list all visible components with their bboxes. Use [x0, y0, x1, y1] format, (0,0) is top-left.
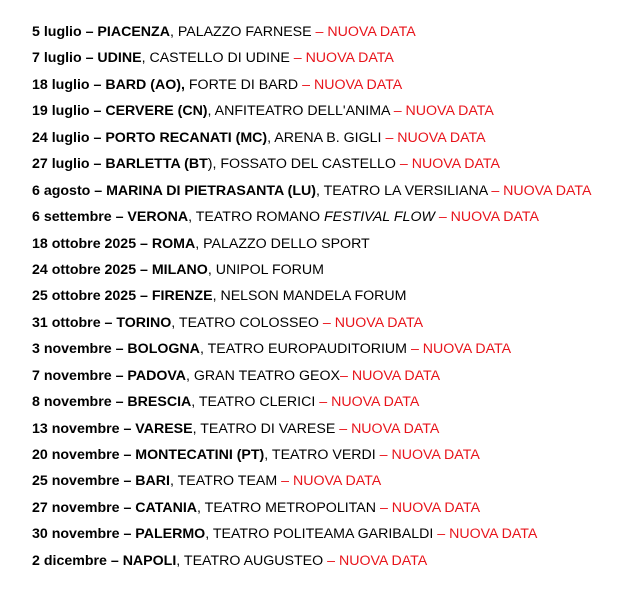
venue: , PALAZZO FARNESE — [169, 24, 316, 40]
tour-date-row — [32, 151, 591, 177]
venue: , UNIPOL FORUM — [207, 261, 324, 278]
new-date-label: – NUOVA DATA — [293, 50, 394, 67]
new-date-label: – NUOVA DATA — [399, 156, 500, 173]
venue: , TEATRO TEAM — [169, 473, 282, 490]
venue: , CASTELLO DI UDINE — [141, 50, 294, 67]
tour-date-row — [32, 257, 591, 283]
new-date-label: – NUOVA DATA — [437, 526, 538, 543]
venue: ), FOSSATO DEL CASTELLO — [207, 156, 400, 173]
new-date-label: – NUOVA DATA — [319, 394, 420, 411]
date-city: 3 novembre – BOLOGNA — [32, 341, 200, 358]
new-date-label: – NUOVA DATA — [410, 341, 512, 358]
new-date-label: – NUOVA DATA — [281, 473, 382, 490]
new-date-label: – NUOVA DATA — [385, 129, 486, 146]
tour-date-row — [32, 231, 591, 257]
date-city: 24 ottobre 2025 – MILANO — [32, 261, 208, 278]
venue: , ARENA B. GIGLI — [267, 129, 386, 146]
venue: , TEATRO POLITEAMA GARIBALDI — [205, 526, 438, 543]
date-city: 24 luglio – PORTO RECANATI (MC) — [32, 129, 268, 146]
date-city: 27 novembre – CATANIA — [32, 499, 198, 516]
tour-date-row — [32, 495, 591, 521]
tour-date-row — [32, 178, 591, 204]
venue: , TEATRO DI VARESE — [192, 420, 340, 437]
venue: , NELSON MANDELA FORUM — [212, 288, 407, 305]
tour-date-row — [32, 363, 591, 389]
date-city: 6 agosto – MARINA DI PIETRASANTA (LU) — [32, 182, 317, 199]
tour-date-row — [32, 416, 591, 442]
date-city: 25 ottobre 2025 – FIRENZE — [32, 288, 213, 305]
new-date-label: – NUOVA DATA — [322, 314, 424, 331]
venue: , PALAZZO DELLO SPORT — [195, 235, 370, 252]
tour-date-row — [32, 389, 591, 415]
new-date-label: – NUOVA DATA — [393, 103, 494, 120]
tour-date-row — [32, 283, 591, 309]
venue: , TEATRO ROMANO — [188, 209, 324, 226]
date-city: 27 luglio – BARLETTA (BT — [32, 156, 208, 173]
tour-date-row — [32, 336, 591, 362]
venue: , ANFITEATRO DELL'ANIMA — [207, 103, 394, 120]
new-date-label: – NUOVA DATA — [315, 24, 416, 40]
tour-date-row — [32, 442, 591, 468]
tour-date-row — [32, 98, 591, 124]
tour-date-row — [32, 72, 591, 98]
venue: , TEATRO EUROPAUDITORIUM — [199, 341, 411, 358]
new-date-label: – NUOVA DATA — [339, 420, 440, 437]
date-city: 20 novembre – MONTECATINI (PT) — [32, 447, 265, 463]
new-date-label: – NUOVA DATA — [340, 367, 441, 384]
new-date-label: – NUOVA DATA — [379, 447, 480, 463]
date-city: 30 novembre – PALERMO — [32, 526, 206, 543]
date-city: 31 ottobre – TORINO — [32, 314, 172, 331]
venue: , TEATRO AUGUSTEO — [176, 552, 328, 569]
tour-date-row — [32, 468, 591, 494]
tour-date-row — [32, 548, 591, 574]
date-city: 8 novembre – BRESCIA — [32, 394, 192, 411]
tour-date-row — [32, 45, 591, 71]
tour-dates-list — [32, 19, 591, 574]
festival-name: FESTIVAL FLOW — [323, 209, 435, 226]
venue: FORTE DI BARD — [184, 76, 303, 93]
date-city: 18 luglio – BARD (AO), — [32, 76, 185, 93]
new-date-label: – NUOVA DATA — [434, 209, 539, 226]
date-city: 19 luglio – CERVERE (CN) — [32, 103, 208, 120]
tour-date-row — [32, 521, 591, 547]
venue: , TEATRO VERDI — [264, 447, 380, 463]
new-date-label: – NUOVA DATA — [491, 182, 592, 199]
tour-date-row — [32, 125, 591, 151]
date-city: 13 novembre – VARESE — [32, 420, 193, 437]
tour-date-row — [32, 310, 591, 336]
date-city: 7 luglio – UDINE — [32, 50, 142, 67]
date-city: 6 settembre – VERONA — [32, 209, 189, 226]
venue: , GRAN TEATRO GEOX — [186, 367, 340, 384]
new-date-label: – NUOVA DATA — [379, 499, 481, 516]
date-city: 18 ottobre 2025 – ROMA — [32, 235, 196, 252]
venue: , TEATRO METROPOLITAN — [197, 499, 380, 516]
venue: , TEATRO COLOSSEO — [171, 314, 323, 331]
date-city: 2 dicembre – NAPOLI — [32, 552, 177, 569]
new-date-label: – NUOVA DATA — [302, 76, 403, 93]
tour-date-row — [32, 204, 591, 230]
date-city: 5 luglio – PIACENZA — [32, 24, 170, 40]
venue: , TEATRO LA VERSILIANA — [316, 182, 492, 199]
date-city: 7 novembre – PADOVA — [32, 367, 187, 384]
tour-date-row — [32, 19, 591, 45]
new-date-label: – NUOVA DATA — [327, 552, 428, 569]
date-city: 25 novembre – BARI — [32, 473, 170, 490]
venue: , TEATRO CLERICI — [191, 394, 320, 411]
